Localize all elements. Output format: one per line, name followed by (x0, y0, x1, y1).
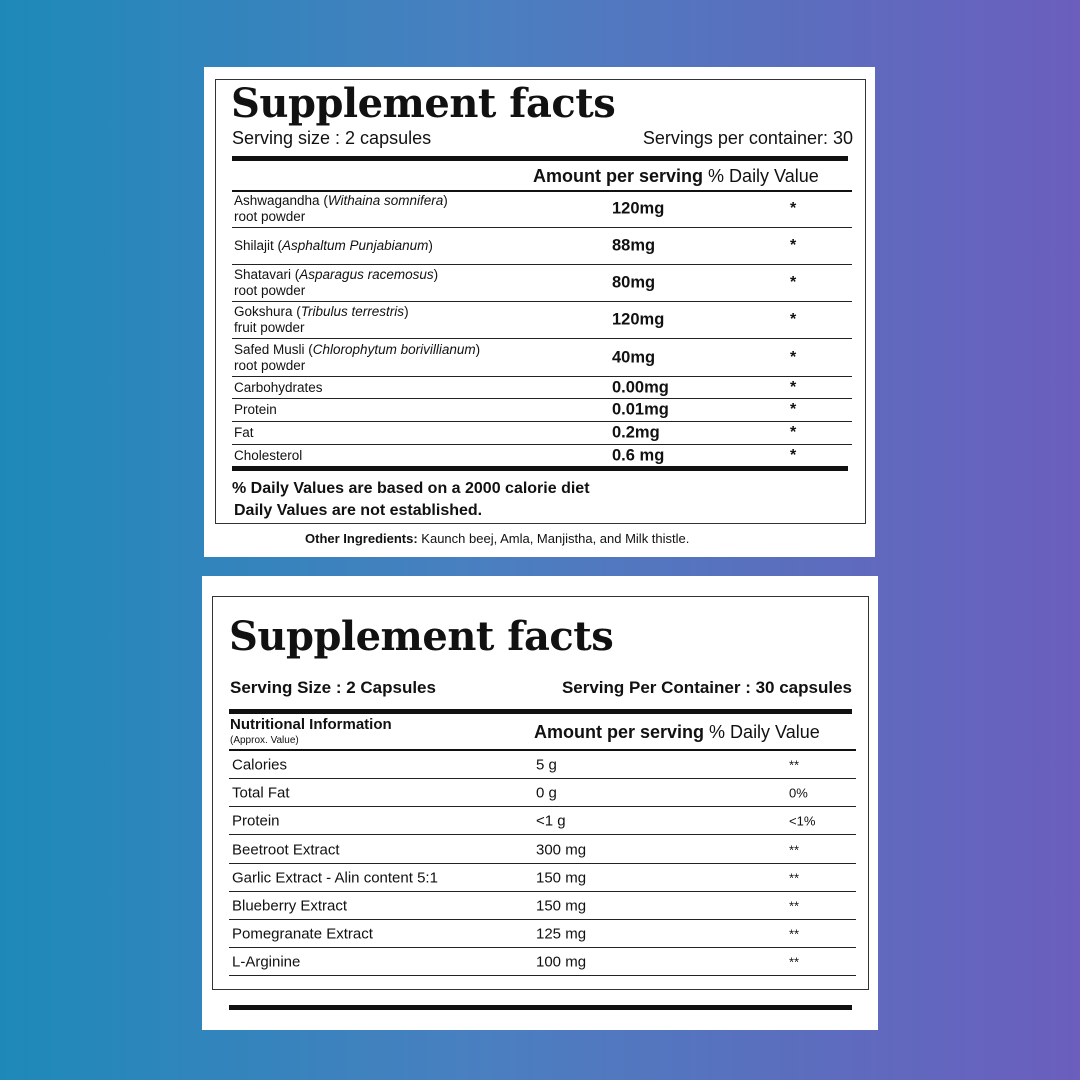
ingredient-name: Gokshura ( (234, 304, 301, 319)
ingredient-cell (234, 342, 480, 374)
daily-value-header: % Daily Value (709, 722, 820, 742)
table-row (232, 228, 852, 265)
card-1-servings-per-container: Servings per container: 30 (642, 128, 853, 148)
card-2-servings-per-container: Serving Per Container : 30 capsules (561, 678, 852, 697)
ingredient-name: Carbohydrates (234, 379, 323, 395)
daily-value-cell: * (790, 311, 797, 328)
amount-cell: 0.00mg (612, 378, 669, 396)
nutrient-name-cell: Calories (232, 756, 288, 773)
daily-value-cell: ** (789, 757, 800, 772)
ingredient-paren: ) (428, 238, 433, 253)
card-2-column-headers (534, 722, 820, 743)
nutrient-name-cell: L-Arginine (232, 953, 301, 970)
table-row (232, 302, 852, 339)
nutrient-name-cell: Beetroot Extract (232, 841, 340, 858)
ingredient-form: root powder (234, 357, 306, 373)
amount-cell: 80mg (612, 273, 656, 292)
daily-value-header: % Daily Value (708, 166, 819, 186)
ingredient-name: Safed Musli ( (234, 341, 313, 357)
nutrient-name-cell: Pomegranate Extract (232, 925, 373, 942)
ingredient-cell (234, 193, 448, 225)
ingredient-latin-name: Withaina somnifera (327, 193, 444, 208)
table-row (232, 399, 852, 422)
daily-value-cell: <1% (789, 813, 816, 828)
daily-value-cell: * (790, 424, 797, 441)
table-row (232, 191, 852, 228)
other-ingredients-label: Other Ingredients: (305, 531, 418, 546)
daily-value-cell: ** (789, 870, 800, 885)
amount-cell: 0.2mg (612, 423, 660, 442)
ingredient-latin-name: Chlorophytum borivillianum (312, 341, 476, 357)
ingredient-cell (234, 425, 254, 441)
daily-value-cell: * (790, 348, 797, 366)
table-row (232, 339, 852, 377)
amount-cell: 0 g (536, 784, 557, 801)
amount-cell: 88mg (612, 236, 656, 255)
ingredient-cell (234, 267, 438, 299)
amount-cell: 40mg (612, 348, 656, 366)
ingredient-paren: ) (475, 341, 481, 357)
ingredient-cell (234, 448, 302, 464)
daily-value-cell: ** (789, 898, 800, 913)
table-row (232, 445, 852, 467)
daily-value-cell: ** (789, 954, 800, 969)
amount-cell: 0.6 mg (612, 446, 665, 465)
ingredient-name: Protein (234, 402, 277, 417)
ingredient-name: Fat (234, 425, 254, 440)
daily-value-cell: * (790, 378, 797, 396)
ingredient-form: root powder (234, 209, 306, 224)
ingredient-latin-name: Asparagus racemosus (299, 267, 434, 282)
ingredient-paren: ) (404, 304, 409, 319)
ingredient-form: fruit powder (234, 320, 305, 335)
table-row (229, 751, 856, 779)
card-1-title: Supplement facts (231, 80, 616, 127)
card-1-footnote-1: % Daily Values are based on a 2000 calorie diet (232, 480, 590, 497)
table-row (229, 807, 856, 835)
amount-cell: 100 mg (536, 953, 587, 970)
daily-value-cell: ** (789, 842, 800, 857)
amount-cell: 300 mg (536, 841, 587, 858)
card-1-serving-size: Serving size : 2 capsules (232, 128, 432, 148)
nutrient-name-cell: Blueberry Extract (232, 897, 348, 914)
amount-cell: 120mg (612, 199, 665, 218)
nutritional-information-label: Nutritional Information (230, 716, 392, 733)
amount-cell: 5 g (536, 756, 557, 773)
other-ingredients-text: Kaunch beej, Amla, Manjistha, and Milk thistle. (417, 531, 690, 546)
amount-per-serving-header: Amount per serving (534, 722, 705, 742)
ingredient-form: root powder (234, 283, 306, 298)
daily-value-cell: * (790, 274, 797, 291)
table-row (229, 920, 856, 948)
amount-cell: 150 mg (536, 869, 587, 886)
ingredient-name: Ashwagandha ( (234, 193, 328, 208)
approx-value-label: (Approx. Value) (230, 735, 299, 746)
ingredient-latin-name: Tribulus terrestris (300, 304, 405, 319)
ingredient-name: Shilajit ( (234, 238, 283, 253)
ingredient-cell (234, 380, 323, 396)
nutrient-name-cell: Total Fat (232, 784, 290, 801)
ingredient-cell (234, 238, 433, 254)
ingredient-paren: ) (443, 193, 448, 208)
card-2-serving-size: Serving Size : 2 Capsules (230, 678, 436, 697)
ingredient-name: Shatavari ( (234, 267, 300, 282)
table-row (229, 864, 856, 892)
amount-per-serving-header: Amount per serving (533, 166, 704, 186)
table-row (232, 377, 852, 399)
ingredient-cell (234, 304, 409, 336)
amount-cell: 0.01mg (612, 400, 669, 419)
daily-value-cell: ** (789, 926, 800, 941)
ingredient-paren: ) (433, 267, 439, 282)
card-1-thick-rule-top (232, 156, 848, 161)
daily-value-cell: * (790, 447, 797, 464)
amount-cell: 125 mg (536, 925, 587, 942)
nutrient-name-cell: Protein (232, 812, 280, 829)
table-row (229, 836, 856, 864)
nutrient-name-cell: Garlic Extract - Alin content 5:1 (232, 869, 438, 886)
card-2-thick-rule-bottom (229, 1005, 852, 1010)
card-2-thick-rule-top (229, 709, 852, 714)
card-2-title: Supplement facts (229, 613, 614, 660)
card-1-column-headers (533, 166, 819, 187)
ingredient-name: Cholesterol (234, 448, 303, 463)
table-row (229, 779, 856, 807)
table-row (229, 892, 856, 920)
amount-cell: 120mg (612, 310, 665, 329)
card-1-thick-rule-bottom (232, 466, 848, 471)
daily-value-cell: 0% (789, 785, 808, 800)
ingredient-latin-name: Asphaltum Punjabianum (282, 238, 429, 253)
table-row (232, 265, 852, 302)
amount-cell: <1 g (536, 812, 566, 829)
ingredient-cell (234, 402, 277, 418)
table-row (232, 422, 852, 445)
other-ingredients (305, 531, 689, 546)
daily-value-cell: * (790, 200, 797, 217)
daily-value-cell: * (790, 237, 797, 254)
card-1-footnote-2: Daily Values are not established. (234, 502, 483, 519)
daily-value-cell: * (790, 401, 797, 418)
table-row (229, 948, 856, 976)
amount-cell: 150 mg (536, 897, 587, 914)
